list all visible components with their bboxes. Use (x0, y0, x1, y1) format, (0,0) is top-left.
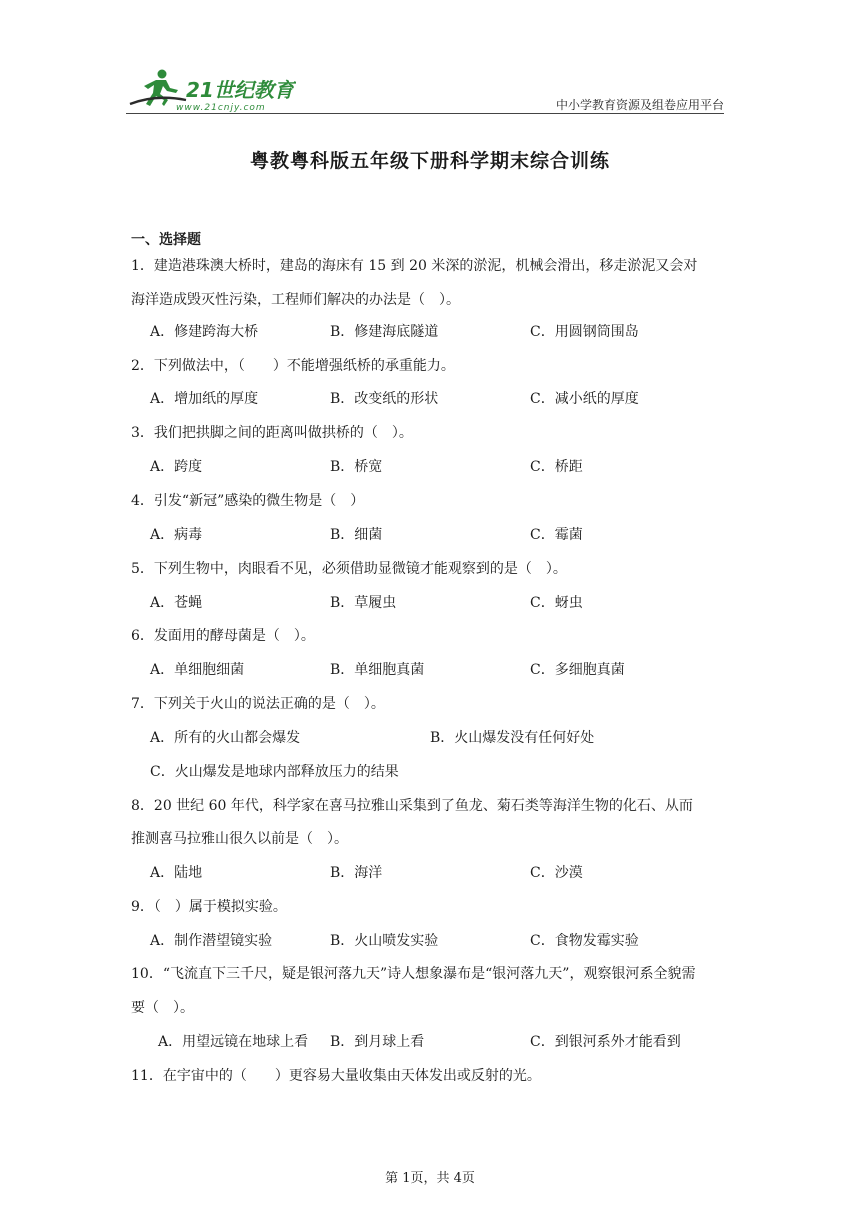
question-4-option-c: C．霉菌 (530, 527, 583, 543)
page-title: 粤教粤科版五年级下册科学期末综合训练 (249, 150, 610, 172)
question-2-option-b: B．改变纸的形状 (330, 391, 439, 407)
question-3-option-c: C．桥距 (530, 459, 583, 475)
question-6-line-1: 6．发面用的酵母菌是（ ）。 (131, 628, 315, 644)
question-7-option-a: A．所有的火山都会爆发 (150, 730, 301, 746)
question-10-line-1: 10．“飞流直下三千尺，疑是银河落九天”诗人想象瀑布是“银河落九天”，观察银河系全貌需 (131, 966, 696, 982)
question-2-option-c: C．减小纸的厚度 (530, 391, 639, 407)
question-5-option-a: A．苍蝇 (150, 595, 203, 611)
question-8-option-b: B．海洋 (330, 865, 383, 881)
platform-name: 中小学教育资源及组卷应用平台 (555, 98, 724, 112)
question-1-line-2: 海洋造成毁灭性污染，工程师们解决的办法是（ ）。 (131, 292, 460, 308)
page-header (126, 66, 724, 116)
question-4-option-a: A．病毒 (150, 527, 203, 543)
question-9-option-b: B．火山喷发实验 (330, 933, 439, 949)
question-11-line-1: 11．在宇宙中的（ ）更容易大量收集由天体发出或反射的光。 (131, 1068, 541, 1084)
question-5-option-b: B．草履虫 (330, 595, 397, 611)
logo-text: 21世纪教育 (186, 78, 294, 102)
question-9-option-a: A．制作潜望镜实验 (150, 933, 273, 949)
question-10-option-b: B．到月球上看 (330, 1034, 425, 1050)
question-8-line-1: 8．20 世纪 60 年代，科学家在喜马拉雅山采集到了鱼龙、菊石类等海洋生物的化石、从而 (131, 798, 693, 814)
question-9-line-1: 9．（ ）属于模拟实验。 (131, 899, 287, 915)
question-7-line-1: 7．下列关于火山的说法正确的是（ ）。 (131, 696, 385, 712)
question-1-option-a: A．修建跨海大桥 (150, 324, 259, 340)
question-1-line-1: 1．建造港珠澳大桥时，建岛的海床有 15 到 20 米深的淤泥，机械会滑出，移走淤泥又会对 (131, 258, 698, 274)
question-3-option-b: B．桥宽 (330, 459, 383, 475)
question-3-option-a: A．跨度 (150, 459, 203, 475)
question-6-option-c: C．多细胞真菌 (530, 662, 625, 678)
header-divider (126, 113, 724, 114)
question-5-option-c: C．蚜虫 (530, 595, 583, 611)
question-3-line-1: 3．我们把拱脚之间的距离叫做拱桥的（ ）。 (131, 425, 413, 441)
logo-url: www.21cnjy.com (176, 103, 266, 113)
question-10-line-2: 要（ ）。 (131, 1000, 194, 1016)
question-1-option-b: B．修建海底隧道 (330, 324, 439, 340)
question-7-option-c: C．火山爆发是地球内部释放压力的结果 (150, 764, 399, 780)
question-8-option-a: A．陆地 (150, 865, 203, 881)
question-10-option-a: A．用望远镜在地球上看 (158, 1034, 309, 1050)
question-2-option-a: A．增加纸的厚度 (150, 391, 259, 407)
question-8-option-c: C．沙漠 (530, 865, 583, 881)
section-heading: 一、选择题 (131, 232, 201, 248)
runner-icon (130, 70, 186, 107)
question-2-line-1: 2．下列做法中，（ ）不能增强纸桥的承重能力。 (131, 358, 455, 374)
logo (126, 66, 296, 114)
page-footer: 第 1页，共 4页 (385, 1171, 475, 1186)
question-6-option-b: B．单细胞真菌 (330, 662, 425, 678)
question-9-option-c: C．食物发霉实验 (530, 933, 639, 949)
question-6-option-a: A．单细胞细菌 (150, 662, 245, 678)
question-4-option-b: B．细菌 (330, 527, 383, 543)
question-5-line-1: 5．下列生物中，肉眼看不见，必须借助显微镜才能观察到的是（ ）。 (131, 561, 567, 577)
question-8-line-2: 推测喜马拉雅山很久以前是（ ）。 (131, 831, 348, 847)
question-4-line-1: 4．引发“新冠”感染的微生物是（ ） (131, 493, 365, 509)
question-7-option-b: B．火山爆发没有任何好处 (430, 730, 595, 746)
question-10-option-c: C．到银河系外才能看到 (530, 1034, 681, 1050)
question-1-option-c: C．用圆钢筒围岛 (530, 324, 639, 340)
